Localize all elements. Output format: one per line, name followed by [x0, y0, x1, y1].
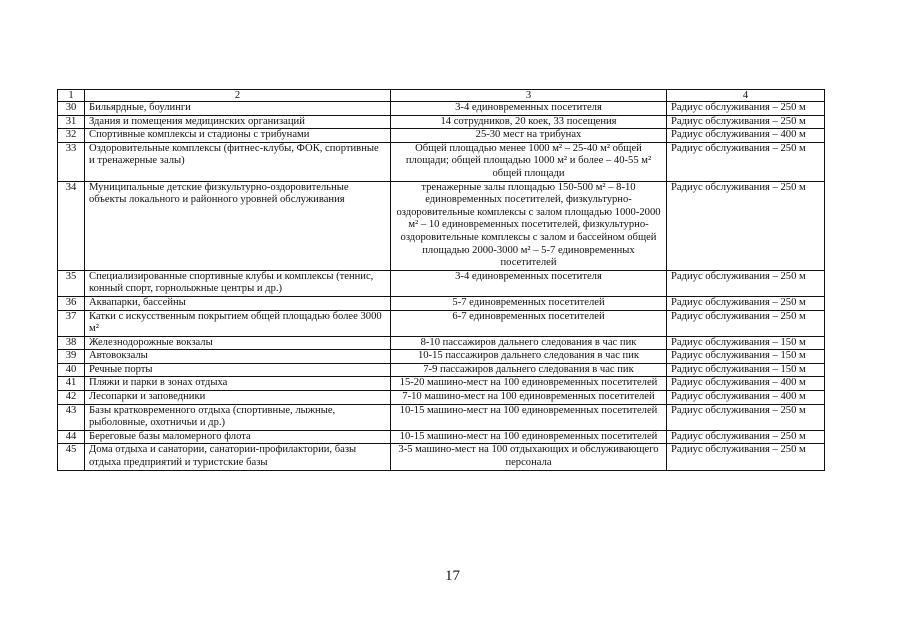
capacity-norm-cell: 14 сотрудников, 20 коек, 33 посещения [391, 115, 667, 129]
activity-type-cell: Дома отдыха и санатории, санатории-профилактории, базы отдыха предприятий и туристские базы [85, 444, 391, 470]
table-row [58, 336, 825, 350]
table-row [58, 102, 825, 116]
service-radius-cell: Радиус обслуживания – 250 м [667, 270, 825, 296]
table-row [58, 270, 825, 296]
capacity-norm-cell: 8-10 пассажиров дальнего следования в час пик [391, 336, 667, 350]
page-number: 17 [445, 568, 460, 584]
table-row [58, 350, 825, 364]
column-header: 3 [391, 90, 667, 102]
capacity-norm-cell: 10-15 машино-мест на 100 единовременных посетителей [391, 430, 667, 444]
row-number-cell: 32 [58, 129, 85, 143]
column-header: 2 [85, 90, 391, 102]
row-number-cell: 44 [58, 430, 85, 444]
capacity-norm-cell: 3-4 единовременных посетителя [391, 270, 667, 296]
service-radius-cell: Радиус обслуживания – 250 м [667, 310, 825, 336]
row-number-cell: 38 [58, 336, 85, 350]
row-number-cell: 34 [58, 181, 85, 270]
table-row [58, 404, 825, 430]
column-header: 1 [58, 90, 85, 102]
row-number-cell: 37 [58, 310, 85, 336]
capacity-norm-cell: 10-15 пассажиров дальнего следования в час пик [391, 350, 667, 364]
capacity-norm-cell: 25-30 мест на трибунах [391, 129, 667, 143]
row-number-cell: 42 [58, 391, 85, 405]
service-radius-cell: Радиус обслуживания – 250 м [667, 181, 825, 270]
activity-type-cell: Береговые базы маломерного флота [85, 430, 391, 444]
norms-table [57, 89, 825, 471]
row-number-cell: 39 [58, 350, 85, 364]
capacity-norm-cell: Общей площадью менее 1000 м² – 25-40 м² общей площади; общей площадью 1000 м² и более – 40-55 м² общей площади [391, 142, 667, 181]
activity-type-cell: Здания и помещения медицинских организаций [85, 115, 391, 129]
activity-type-cell: Оздоровительные комплексы (фитнес-клубы, ФОК, спортивные и тренажерные залы) [85, 142, 391, 181]
table-header-row [58, 90, 825, 102]
table-row [58, 181, 825, 270]
service-radius-cell: Радиус обслуживания – 250 м [667, 404, 825, 430]
activity-type-cell: Речные порты [85, 363, 391, 377]
row-number-cell: 45 [58, 444, 85, 470]
service-radius-cell: Радиус обслуживания – 150 м [667, 350, 825, 364]
activity-type-cell: Железнодорожные вокзалы [85, 336, 391, 350]
capacity-norm-cell: 10-15 машино-мест на 100 единовременных посетителей [391, 404, 667, 430]
table-row [58, 363, 825, 377]
activity-type-cell: Автовокзалы [85, 350, 391, 364]
activity-type-cell: Муниципальные детские физкультурно-оздоровительные объекты локального и районного уровней обслуживания [85, 181, 391, 270]
service-radius-cell: Радиус обслуживания – 250 м [667, 430, 825, 444]
table-row [58, 391, 825, 405]
capacity-norm-cell: 3-4 единовременных посетителя [391, 102, 667, 116]
capacity-norm-cell: тренажерные залы площадью 150-500 м² – 8-10 единовременных посетителей, физкультурно-оздоровительные комплексы с залом площадью 1000-2000 м² – 10 единовременных посетителей, физкультурно-оздоровительные комплексы с залом и бассейном общей площадью 2000-3000 м² – 5-7 единовременных посетителей [391, 181, 667, 270]
activity-type-cell: Специализированные спортивные клубы и комплексы (теннис, конный спорт, горнолыжные центры и др.) [85, 270, 391, 296]
service-radius-cell: Радиус обслуживания – 150 м [667, 336, 825, 350]
row-number-cell: 41 [58, 377, 85, 391]
row-number-cell: 43 [58, 404, 85, 430]
capacity-norm-cell: 6-7 единовременных посетителей [391, 310, 667, 336]
activity-type-cell: Лесопарки и заповедники [85, 391, 391, 405]
capacity-norm-cell: 15-20 машино-мест на 100 единовременных посетителей [391, 377, 667, 391]
service-radius-cell: Радиус обслуживания – 400 м [667, 129, 825, 143]
activity-type-cell: Спортивные комплексы и стадионы с трибунами [85, 129, 391, 143]
service-radius-cell: Радиус обслуживания – 150 м [667, 363, 825, 377]
capacity-norm-cell: 7-10 машино-мест на 100 единовременных посетителей [391, 391, 667, 405]
activity-type-cell: Бильярдные, боулинги [85, 102, 391, 116]
table-row [58, 296, 825, 310]
capacity-norm-cell: 5-7 единовременных посетителей [391, 296, 667, 310]
table-row [58, 142, 825, 181]
table-row [58, 377, 825, 391]
capacity-norm-cell: 7-9 пассажиров дальнего следования в час пик [391, 363, 667, 377]
service-radius-cell: Радиус обслуживания – 250 м [667, 102, 825, 116]
row-number-cell: 35 [58, 270, 85, 296]
capacity-norm-cell: 3-5 машино-мест на 100 отдыхающих и обслуживающего персонала [391, 444, 667, 470]
row-number-cell: 40 [58, 363, 85, 377]
row-number-cell: 30 [58, 102, 85, 116]
row-number-cell: 31 [58, 115, 85, 129]
column-header: 4 [667, 90, 825, 102]
activity-type-cell: Аквапарки, бассейны [85, 296, 391, 310]
table-row [58, 444, 825, 470]
service-radius-cell: Радиус обслуживания – 400 м [667, 391, 825, 405]
row-number-cell: 36 [58, 296, 85, 310]
activity-type-cell: Базы кратковременного отдыха (спортивные, лыжные, рыболовные, охотничьи и др.) [85, 404, 391, 430]
row-number-cell: 33 [58, 142, 85, 181]
service-radius-cell: Радиус обслуживания – 250 м [667, 142, 825, 181]
service-radius-cell: Радиус обслуживания – 250 м [667, 296, 825, 310]
table-row [58, 129, 825, 143]
table-body [58, 102, 825, 471]
activity-type-cell: Катки с искусственным покрытием общей площадью более 3000 м² [85, 310, 391, 336]
table-row [58, 430, 825, 444]
table-row [58, 310, 825, 336]
service-radius-cell: Радиус обслуживания – 400 м [667, 377, 825, 391]
table-row [58, 115, 825, 129]
service-radius-cell: Радиус обслуживания – 250 м [667, 444, 825, 470]
service-radius-cell: Радиус обслуживания – 250 м [667, 115, 825, 129]
activity-type-cell: Пляжи и парки в зонах отдыха [85, 377, 391, 391]
